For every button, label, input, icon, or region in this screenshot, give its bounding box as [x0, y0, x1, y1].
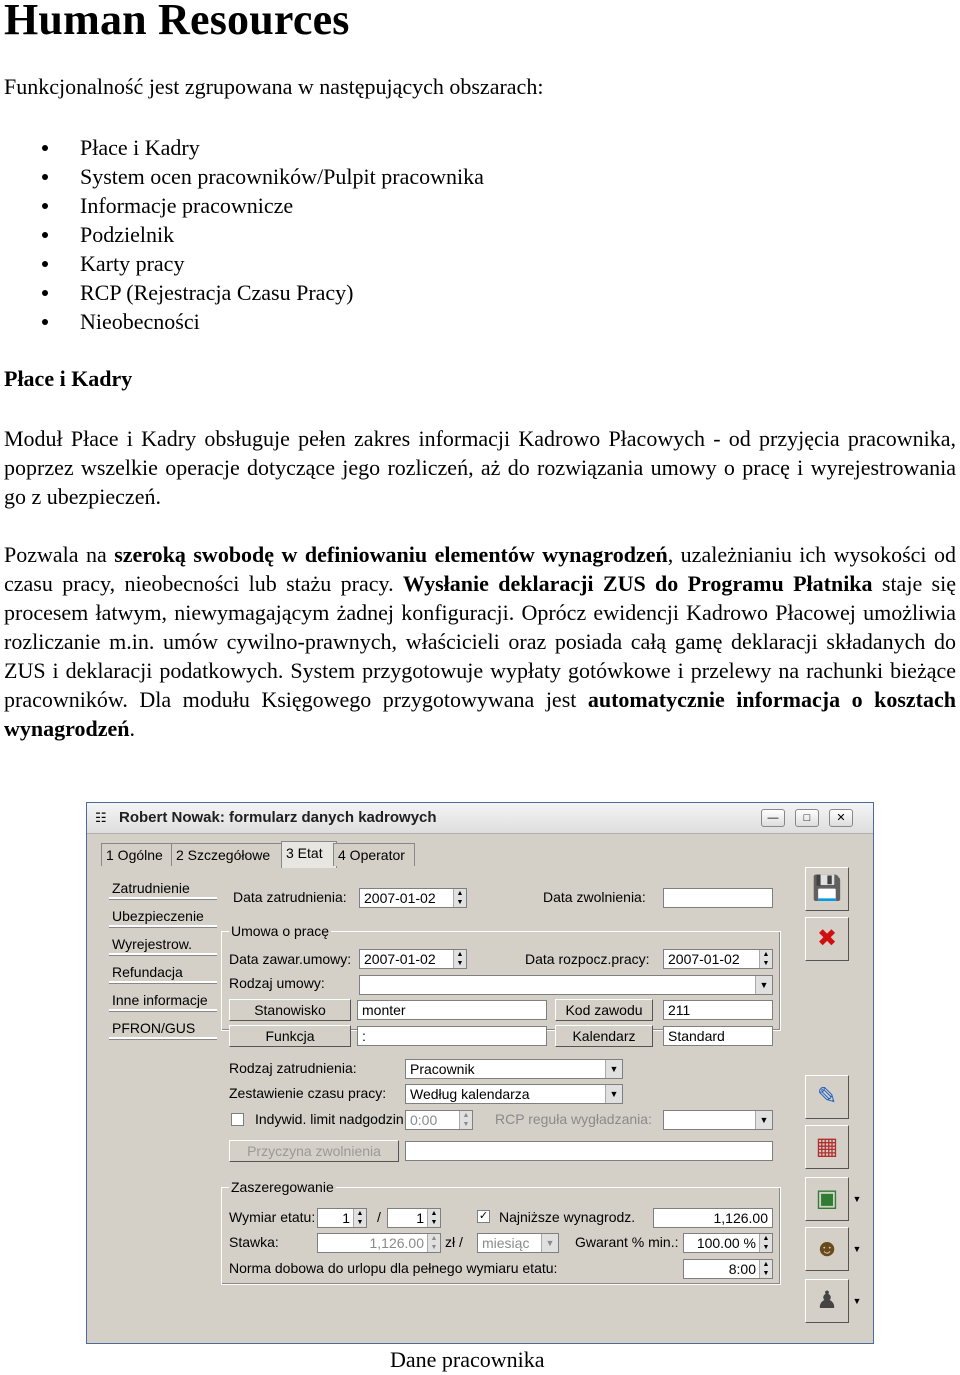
nav-item-wyrejestrow[interactable]: Wyrejestrow.	[109, 933, 217, 955]
intro-text: Funkcjonalność jest zgrupowana w następujących obszarach:	[4, 74, 544, 99]
paragraph-2-bold-1: szeroką swobodę w definiowaniu elementów wynagrodzeń	[114, 542, 668, 567]
chevron-down-icon[interactable]: ▼	[755, 1111, 772, 1129]
wymiar-etatu-label: Wymiar etatu:	[229, 1209, 316, 1225]
paragraph-1: Moduł Płace i Kadry obsługuje pełen zakres informacji Kadrowo Płacowych - od przyjęcia pracownika, poprzez wszelkie operacje dotyczące jego rozliczeń, aż do rozwiązania umowy o pracę i wyrejestrowania go z ubezpieczeń.	[4, 426, 956, 509]
data-zawar-umowy-value: 2007-01-02	[364, 951, 436, 967]
spinner-icon[interactable]: ▲ ▼	[427, 1209, 440, 1227]
window-title: Robert Nowak: formularz danych kadrowych	[119, 809, 437, 826]
najnizsze-field[interactable]: 1,126.00	[653, 1208, 773, 1228]
stawka-field[interactable]	[317, 1233, 441, 1253]
najnizsze-label: Najniższe wynagrodz.	[499, 1209, 636, 1225]
people-button[interactable]	[805, 1227, 849, 1271]
save-icon: 💾	[812, 875, 842, 902]
funkcja-field[interactable]: :	[357, 1026, 547, 1046]
tab-etat[interactable]: 3 Etat	[281, 841, 337, 868]
kod-zawodu-button[interactable]: Kod zawodu	[555, 999, 653, 1021]
save-button[interactable]	[805, 867, 849, 911]
spinner-icon[interactable]: ▲ ▼	[453, 889, 466, 907]
tab-ogolne[interactable]: 1 Ogólne	[101, 843, 175, 866]
list-item: System ocen pracowników/Pulpit pracownika	[0, 162, 484, 191]
list-item: Nieobecności	[0, 307, 484, 336]
chevron-down-icon[interactable]: ▼	[605, 1060, 622, 1078]
paragraph-2-bold-3: automatycznie informacja o kosztach wynagrodzeń	[4, 687, 956, 741]
data-zatrudnienia-field[interactable]	[359, 888, 467, 908]
chart-icon: ▣	[815, 1185, 839, 1212]
indywid-limit-label: Indywid. limit nadgodzin	[255, 1111, 404, 1127]
zl-label: zł /	[445, 1234, 463, 1250]
list-item: Karty pracy	[0, 249, 484, 278]
areas-list	[0, 133, 484, 336]
close-button[interactable]: ✕	[829, 809, 853, 827]
list-item: RCP (Rejestracja Czasu Pracy)	[0, 278, 484, 307]
limit-nadgodzin-value: 0:00	[410, 1112, 438, 1128]
minimize-button[interactable]: —	[761, 809, 785, 827]
chevron-down-icon[interactable]: ▼	[852, 1244, 862, 1254]
list-item: Informacje pracownicze	[0, 191, 484, 220]
cancel-icon: ✖	[816, 925, 838, 952]
chevron-down-icon[interactable]: ▼	[755, 976, 772, 994]
people-icon: ☻	[814, 1235, 840, 1262]
nav-item-ubezpieczenie[interactable]: Ubezpieczenie	[109, 905, 217, 927]
spinner-icon[interactable]: ▲ ▼	[427, 1234, 440, 1252]
spinner-icon[interactable]: ▲ ▼	[353, 1209, 366, 1227]
spinner-icon[interactable]: ▲ ▼	[759, 950, 772, 968]
paragraph-2-bold-2: Wysłanie deklaracji ZUS do Programu Płatnika	[402, 571, 873, 596]
okres-value: miesiąc	[482, 1235, 530, 1251]
kalendarz-button[interactable]: Kalendarz	[555, 1025, 653, 1047]
figure-caption: Dane pracownika	[390, 1347, 545, 1372]
employee-form-window	[86, 802, 874, 1344]
gwarant-label: Gwarant % min.:	[575, 1234, 679, 1250]
norma-label: Norma dobowa do urlopu dla pełnego wymiaru etatu:	[229, 1260, 558, 1276]
spinner-icon[interactable]: ▲ ▼	[459, 1111, 472, 1129]
chevron-down-icon[interactable]: ▼	[605, 1085, 622, 1103]
kalendarz-field[interactable]: Standard	[663, 1026, 773, 1046]
rodzaj-zatrudnienia-label: Rodzaj zatrudnienia:	[229, 1060, 357, 1076]
kod-zawodu-field[interactable]: 211	[663, 1000, 773, 1020]
data-zatrudnienia-value: 2007-01-02	[364, 890, 436, 906]
chevron-down-icon[interactable]: ▼	[852, 1296, 862, 1306]
nav-item-inne-informacje[interactable]: Inne informacje	[109, 989, 217, 1011]
rodzaj-zatrudnienia-value: Pracownik	[410, 1061, 475, 1077]
rodzaj-umowy-label: Rodzaj umowy:	[229, 975, 325, 991]
nav-item-pfron-gus[interactable]: PFRON/GUS	[109, 1017, 217, 1039]
spinner-icon[interactable]: ▲ ▼	[453, 950, 466, 968]
wymiar-licznik-value: 1	[342, 1210, 350, 1226]
gwarant-field[interactable]	[683, 1233, 773, 1253]
wymiar-licznik-field[interactable]	[317, 1208, 367, 1228]
window-titlebar	[87, 803, 873, 834]
list-item: Podzielnik	[0, 220, 484, 249]
norma-field[interactable]	[683, 1259, 773, 1279]
rodzaj-umowy-select[interactable]	[359, 975, 773, 995]
stanowisko-field[interactable]: monter	[357, 1000, 547, 1020]
slash-label: /	[377, 1209, 381, 1225]
wymiar-mianownik-field[interactable]	[387, 1208, 441, 1228]
nav-item-refundacja[interactable]: Refundacja	[109, 961, 217, 983]
data-rozpocz-pracy-value: 2007-01-02	[668, 951, 740, 967]
indywid-limit-checkbox[interactable]	[231, 1113, 244, 1126]
edit-icon: ✎	[816, 1083, 838, 1110]
najnizsze-checkbox[interactable]: ✓	[478, 1210, 489, 1222]
stawka-value: 1,126.00	[369, 1235, 424, 1251]
paragraph-2-text-3: staje się procesem łatwym, niewymagającym żadnej konfiguracji. Oprócz ewidencji Kadrowo Płacowej umożliwia rozliczanie m.in. umów cywilno-prawnych, właścicieli oraz posiada całą gamę deklaracji składanych do ZUS i deklaracji podatkowych. System przygotowuje wypłaty gotówkowe i przelewy na rachunki bieżące pracowników. Dla modułu Księgowego przygotowywana jest	[4, 571, 956, 712]
spinner-icon[interactable]: ▲ ▼	[759, 1260, 772, 1278]
data-zwolnienia-label: Data zwolnienia:	[543, 889, 646, 905]
gwarant-value: 100.00 %	[696, 1235, 756, 1251]
wymiar-mianownik-value: 1	[416, 1210, 424, 1226]
rodzaj-zatrudnienia-select[interactable]	[405, 1059, 623, 1079]
user-button[interactable]	[805, 1279, 849, 1323]
table-button[interactable]	[805, 1125, 849, 1169]
funkcja-button[interactable]: Funkcja	[229, 1025, 351, 1047]
przyczyna-zwolnienia-field[interactable]	[405, 1141, 773, 1161]
page-title: Human Resources	[4, 0, 350, 44]
limit-nadgodzin-field[interactable]	[405, 1110, 473, 1130]
tab-operator[interactable]: 4 Operator	[333, 843, 415, 866]
przyczyna-zwolnienia-button[interactable]: Przyczyna zwolnienia	[229, 1140, 399, 1162]
okres-select[interactable]	[477, 1233, 559, 1253]
paragraph-2	[4, 540, 956, 743]
norma-value: 8:00	[728, 1261, 756, 1277]
rcp-regula-select[interactable]	[663, 1110, 773, 1130]
paragraph-2-text-1: Pozwala na	[4, 542, 115, 567]
maximize-button[interactable]: □	[795, 809, 819, 827]
data-rozpocz-pracy-field[interactable]	[663, 949, 773, 969]
umowa-group-title: Umowa o pracę	[231, 923, 330, 939]
cancel-button[interactable]	[805, 917, 849, 961]
zestawienie-czasu-value: Według kalendarza	[410, 1086, 530, 1102]
chevron-down-icon[interactable]: ▼	[541, 1234, 558, 1252]
nav-item-zatrudnienie[interactable]: Zatrudnienie	[109, 877, 217, 899]
app-icon: ☷	[95, 810, 107, 825]
data-zawar-umowy-field[interactable]	[359, 949, 467, 969]
stanowisko-button[interactable]: Stanowisko	[229, 999, 351, 1021]
data-zwolnienia-field[interactable]	[663, 888, 773, 908]
list-item: Płace i Kadry	[0, 133, 484, 162]
chevron-down-icon[interactable]: ▼	[852, 1194, 862, 1204]
paragraph-2-text-2: , uzależnianiu ich wysokości od czasu pracy, nieobecności lub stażu pracy.	[4, 542, 956, 596]
data-rozpocz-pracy-label: Data rozpocz.pracy:	[525, 951, 650, 967]
paragraph-2-text-4: .	[129, 716, 135, 741]
zestawienie-czasu-label: Zestawienie czasu pracy:	[229, 1085, 387, 1101]
section-title: Płace i Kadry	[4, 366, 133, 391]
stawka-label: Stawka:	[229, 1234, 279, 1250]
zestawienie-czasu-select[interactable]	[405, 1084, 623, 1104]
data-zatrudnienia-label: Data zatrudnienia:	[233, 889, 347, 905]
tab-szczegolowe[interactable]: 2 Szczegółowe	[171, 843, 285, 866]
rcp-regula-label: RCP reguła wygładzania:	[495, 1111, 652, 1127]
chart-button[interactable]	[805, 1177, 849, 1221]
user-icon: ♟	[816, 1287, 838, 1314]
zaszeregowanie-group-title: Zaszeregowanie	[231, 1179, 334, 1195]
data-zawar-umowy-label: Data zawar.umowy:	[229, 951, 352, 967]
spinner-icon[interactable]: ▲ ▼	[759, 1234, 772, 1252]
edit-button[interactable]	[805, 1075, 849, 1119]
table-icon: ▦	[815, 1133, 839, 1160]
